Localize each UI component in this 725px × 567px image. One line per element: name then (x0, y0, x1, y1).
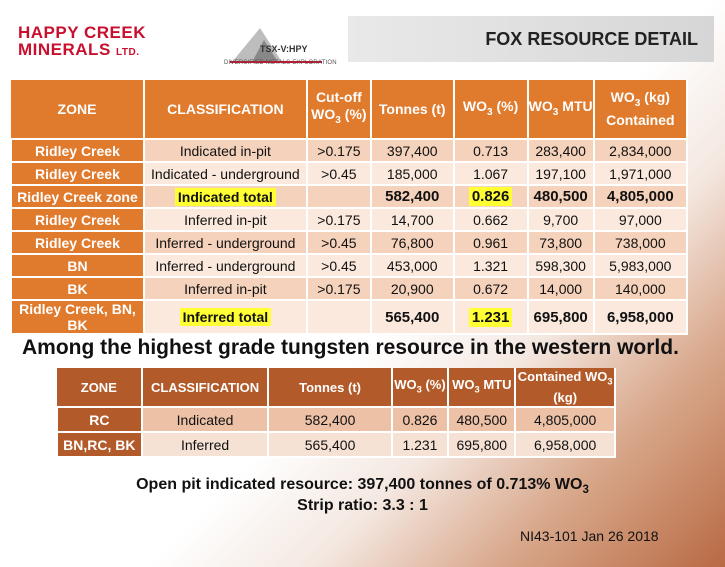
table-cell: 2,834,000 (594, 139, 687, 162)
column-header: $WO_3$ (%) (392, 368, 449, 407)
table-cell: 1.231 (392, 432, 449, 457)
table-cell: 397,400 (371, 139, 454, 162)
table-cell: Inferred - underground (144, 231, 307, 254)
zone-cell: Ridley Creek (11, 208, 144, 231)
table-cell: 14,000 (528, 277, 594, 300)
table-cell: Indicated - underground (144, 162, 307, 185)
wo3-subscript: 3 (582, 484, 589, 497)
column-header: $WO_3$ MTU (528, 80, 594, 139)
zone-cell: Ridley Creek (11, 231, 144, 254)
table-cell: Indicated (142, 407, 269, 432)
table-cell: Indicated in-pit (144, 139, 307, 162)
column-header: $WO_3$ (%) (454, 80, 528, 139)
logo-suffix: LTD. (116, 47, 140, 58)
logo-line2 (18, 41, 146, 61)
table-cell: >0.45 (307, 254, 371, 277)
logo-line1: HAPPY CREEK (18, 23, 146, 42)
table-cell: Inferred in-pit (144, 277, 307, 300)
table-row (11, 185, 687, 208)
table-row (57, 407, 615, 432)
table-cell: 565,400 (371, 300, 454, 334)
zone-cell: RC (57, 407, 142, 432)
column-header: ZONE (57, 368, 142, 407)
table-cell: Inferred (142, 432, 269, 457)
table-cell: 5,983,000 (594, 254, 687, 277)
table-cell: 480,500 (528, 185, 594, 208)
zone-cell: BK (11, 277, 144, 300)
table-cell: 0.672 (454, 277, 528, 300)
table-cell: >0.175 (307, 139, 371, 162)
table-cell: 0.961 (454, 231, 528, 254)
table-cell: 76,800 (371, 231, 454, 254)
table-cell: 480,500 (448, 407, 515, 432)
table-cell: 0.713 (454, 139, 528, 162)
logo-line2-text: MINERALS (18, 40, 111, 59)
table-row (11, 254, 687, 277)
table-row (11, 300, 687, 334)
table-cell (454, 185, 528, 208)
table-cell: 695,800 (528, 300, 594, 334)
resource-detail-table (10, 80, 688, 335)
title-banner (348, 16, 714, 62)
zone-cell: Ridley Creek zone (11, 185, 144, 208)
table-cell: >0.175 (307, 208, 371, 231)
table-cell: 14,700 (371, 208, 454, 231)
strip-ratio: Strip ratio: 3.3 : 1 (297, 497, 428, 514)
page-title: FOX RESOURCE DETAIL (485, 28, 698, 49)
table-row (57, 432, 615, 457)
table-cell: 1.321 (454, 254, 528, 277)
table-cell: 582,400 (371, 185, 454, 208)
table-header-row (57, 368, 615, 407)
table-cell: Inferred in-pit (144, 208, 307, 231)
table-cell: >0.45 (307, 231, 371, 254)
zone-cell: Ridley Creek, BN, BK (11, 300, 144, 334)
table-row (11, 277, 687, 300)
table-cell: >0.45 (307, 162, 371, 185)
table-cell (144, 185, 307, 208)
table-cell: >0.175 (307, 277, 371, 300)
table-cell: 140,000 (594, 277, 687, 300)
table-cell: 73,800 (528, 231, 594, 254)
column-header: $WO_3$ MTU (448, 368, 515, 407)
zone-cell: BN (11, 254, 144, 277)
tagline: DIVERSIFIED METALS EXPLORATION (224, 60, 337, 66)
table-header-row (11, 80, 687, 139)
table-cell: 453,000 (371, 254, 454, 277)
highlighted-value: 0.826 (469, 187, 513, 206)
highlighted-value: Indicated total (175, 188, 276, 206)
table-cell: 20,900 (371, 277, 454, 300)
table-cell: 97,000 (594, 208, 687, 231)
table-row (11, 231, 687, 254)
zone-cell: Ridley Creek (11, 162, 144, 185)
highlighted-value: Inferred total (180, 308, 272, 326)
column-header: Tonnes (t) (268, 368, 391, 407)
table-cell: 283,400 (528, 139, 594, 162)
ticker-label: TSX-V:HPY (260, 44, 308, 54)
open-pit-summary (0, 476, 725, 496)
table-cell: 1.067 (454, 162, 528, 185)
table-row (11, 139, 687, 162)
table-row (11, 208, 687, 231)
table-cell: 695,800 (448, 432, 515, 457)
column-header: Cut-off $WO_3$ (%) (307, 80, 371, 139)
headline: Among the highest grade tungsten resource in the western world. (22, 336, 679, 359)
table-cell: 185,000 (371, 162, 454, 185)
company-logo (18, 24, 146, 61)
table-cell (307, 185, 371, 208)
column-header: $WO_3$ (kg) Contained (594, 80, 687, 139)
table-cell: 582,400 (268, 407, 391, 432)
table-cell (144, 300, 307, 334)
table-cell: 565,400 (268, 432, 391, 457)
table-cell (307, 300, 371, 334)
table-cell: 0.826 (392, 407, 449, 432)
table-cell: 4,805,000 (594, 185, 687, 208)
table-cell: 9,700 (528, 208, 594, 231)
resource-summary-table (56, 368, 616, 458)
table-cell: 6,958,000 (594, 300, 687, 334)
zone-cell: Ridley Creek (11, 139, 144, 162)
column-header: Tonnes (t) (371, 80, 454, 139)
table-cell: 4,805,000 (515, 407, 615, 432)
column-header: Contained $WO_3$ (kg) (515, 368, 615, 407)
open-pit-text: Open pit indicated resource: 397,400 tonnes of 0.713% WO (136, 476, 583, 493)
column-header: CLASSIFICATION (142, 368, 269, 407)
table-cell: 0.662 (454, 208, 528, 231)
table-cell: Inferred - underground (144, 254, 307, 277)
zone-cell: BN,RC, BK (57, 432, 142, 457)
table-cell: 738,000 (594, 231, 687, 254)
highlighted-value: 1.231 (469, 308, 513, 327)
column-header: CLASSIFICATION (144, 80, 307, 139)
table-cell: 1,971,000 (594, 162, 687, 185)
table-cell: 197,100 (528, 162, 594, 185)
column-header: ZONE (11, 80, 144, 139)
report-reference: NI43-101 Jan 26 2018 (520, 528, 659, 544)
table-cell (454, 300, 528, 334)
table-row (11, 162, 687, 185)
table-cell: 6,958,000 (515, 432, 615, 457)
table-cell: 598,300 (528, 254, 594, 277)
